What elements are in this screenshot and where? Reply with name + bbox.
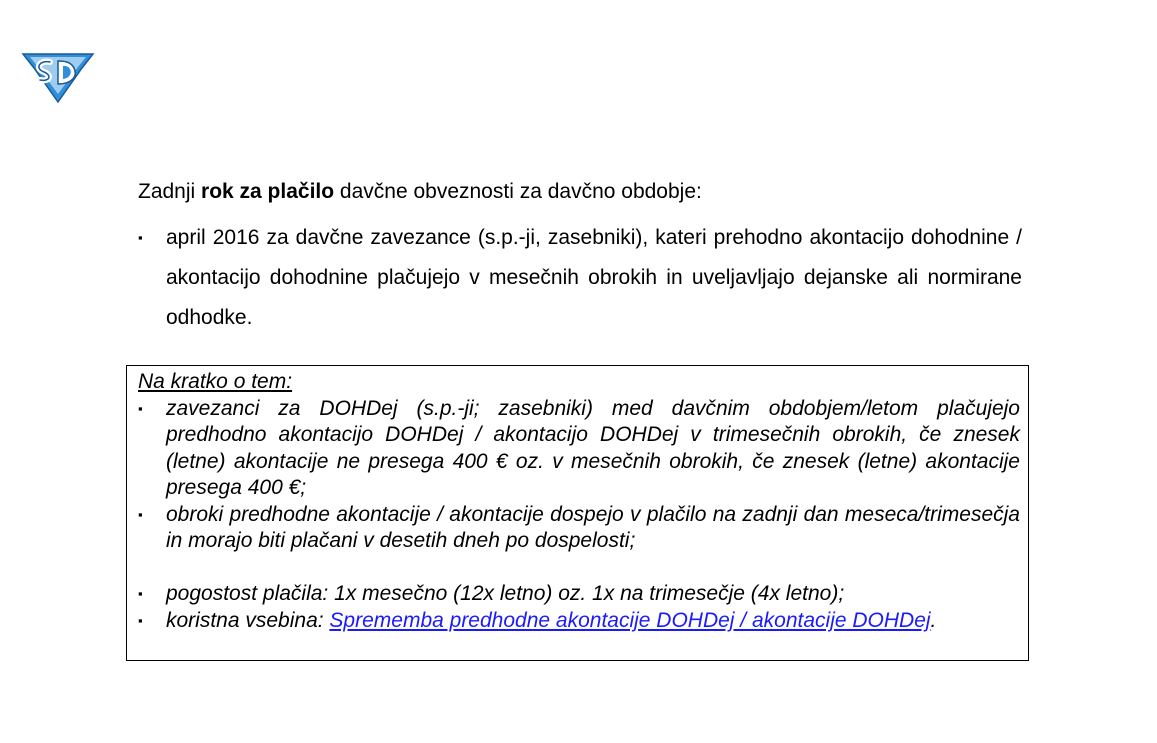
- summary-item: [138, 502, 1020, 555]
- bullet-icon: ▪: [138, 612, 143, 628]
- bullet-icon: ▪: [138, 586, 143, 601]
- summary-item: [138, 581, 1020, 608]
- deadline-bold: rok za plačilo: [201, 180, 335, 203]
- spacer: [138, 555, 1020, 582]
- bullet-icon: ▪: [138, 230, 143, 245]
- bullet-icon: ▪: [138, 506, 143, 522]
- deadline-bullet-text: april 2016 za davčne zavezance (s.p.-ji, zasebniki), kateri prehodno akontacijo dohodnine / akontacijo dohodnine plačujejo v mesečnih obrokih in uveljavljajo dejanske ali normirane odhodke.: [166, 226, 1022, 329]
- summary-item: [138, 396, 1020, 502]
- summary-item-text: zavezanci za DOHDej (s.p.-ji; zasebniki) med davčnim obdobjem/letom plačujejo predhodno akontacijo DOHDej / akontacijo DOHDej v trimesečnih obrokih, če znesek (letne) akontacije ne presega 400 € oz. v mesečnih obrokih, če znesek (letne) akontacije presega 400 €;: [166, 396, 1020, 499]
- summary-item-text: obroki predhodne akontacije / akontacije dospejo v plačilo na zadnji dan meseca/trimesečja in morajo biti plačani v desetih dneh po dospelosti;: [166, 502, 1020, 552]
- summary-item-text: pogostost plačila: 1x mesečno (12x letno) oz. 1x na trimesečje (4x letno);: [166, 582, 845, 605]
- summary-box-title: Na kratko o tem:: [138, 370, 293, 393]
- summary-item: ▪ koristna vsebina: Sprememba predhodne akontacije DOHDej / akontacije DOHDej.: [138, 608, 1020, 635]
- change-advance-payment-link[interactable]: Sprememba predhodne akontacije DOHDej / akontacije DOHDej: [329, 608, 931, 632]
- sd-shield-logo-icon: [20, 46, 96, 104]
- deadline-heading: Zadnji rok za plačilo davčne obveznosti za davčno obdobje:: [138, 180, 702, 203]
- intro-section: [138, 178, 1022, 338]
- useful-content-label: koristna vsebina:: [166, 608, 330, 632]
- deadline-bullet: [138, 218, 1022, 338]
- summary-box: [126, 365, 1029, 661]
- bullet-icon: ▪: [138, 400, 143, 416]
